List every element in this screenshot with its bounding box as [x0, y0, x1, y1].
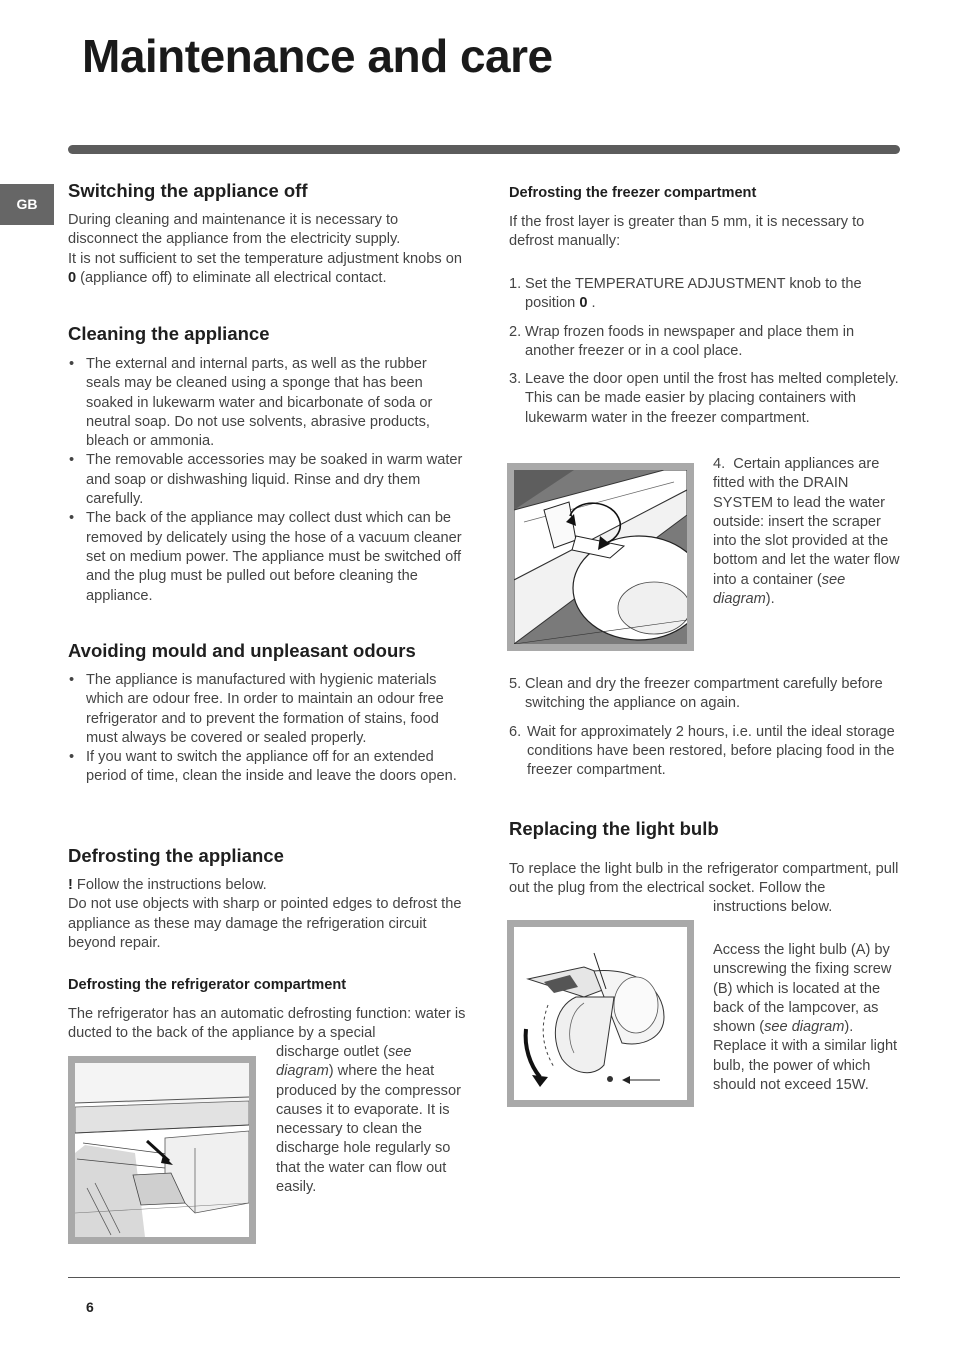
- language-tab: GB: [0, 184, 54, 225]
- step-text: Wrap frozen foods in newspaper and place them in another freezer or in a cool place.: [525, 323, 855, 359]
- side-text: discharge outlet (: [276, 1044, 388, 1060]
- step-text-end: ).: [765, 591, 775, 608]
- freezer-steps-1-3: [509, 275, 901, 437]
- warning-mark: !: [68, 877, 73, 893]
- step-number: 2.: [509, 323, 522, 340]
- list-item: • The appliance is manufactured with hygienic materials which are odour free. In order to maintain an odour free refrigerator and to prevent the formation of stains, food must always be covered or sealed properly.: [68, 671, 464, 748]
- fridge-defrost-intro: The refrigerator has an automatic defrosting function: water is ducted to the back of the appliance by a special: [68, 1006, 466, 1042]
- side-italic: see diagram: [764, 1019, 845, 1036]
- defrosting-heading: Defrosting the appliance: [68, 845, 284, 866]
- step-bold: 0: [579, 295, 588, 312]
- step-number: 3.: [509, 371, 522, 388]
- step-text: Clean and dry the freezer compartment carefully before switching the appliance on again.: [525, 676, 883, 712]
- switching-off-text: [68, 211, 464, 288]
- list-item: [509, 275, 901, 314]
- freezer-defrost-heading: Defrosting the freezer compartment: [509, 185, 757, 201]
- light-bulb-intro: To replace the light bulb in the refrigerator compartment, pull out the plug from the electrical socket. Follow the: [509, 861, 899, 897]
- step-text: Set the TEMPERATURE ADJUSTMENT knob to the position: [525, 276, 862, 312]
- list-item: [509, 675, 901, 714]
- step-text: Certain appliances are fitted with the DRAIN SYSTEM to lead the water outside: insert the scraper into the slot provided at the bottom and let the water flow into a container (: [713, 456, 900, 588]
- side-italic: see diagram: [276, 1044, 412, 1080]
- step-number: 1.: [509, 276, 522, 292]
- cleaning-list: [68, 355, 464, 606]
- mould-list: [68, 671, 464, 787]
- light-bulb-intro-tail: instructions below.: [713, 899, 833, 915]
- warning-text: Follow the instructions below.: [72, 877, 267, 893]
- switching-off-heading: Switching the appliance off: [68, 180, 308, 201]
- step-text: Leave the door open until the frost has melted completely. This can be made easier by placing containers with lukewarm water in the freezer compartment.: [525, 371, 899, 426]
- list-item: [509, 370, 901, 428]
- list-item: [509, 723, 901, 781]
- step-italic: see diagram: [713, 571, 846, 608]
- list-item: • If you want to switch the appliance off for an extended period of time, clean the inside and leave the doors open.: [68, 748, 464, 787]
- page-title: Maintenance and care: [82, 30, 553, 82]
- defrosting-text: [68, 876, 464, 953]
- side-text-end: ) where the heat produced by the compressor causes it to evaporate. It is necessary to clean the discharge hole regularly so that the water can flow out easily.: [276, 1063, 461, 1196]
- step-number: 5.: [509, 676, 522, 692]
- step-text-end: .: [587, 295, 596, 312]
- page-number: 6: [86, 1299, 94, 1315]
- list-item: • The removable accessories may be soaked in warm water and soap or dishwashing liquid. Rinse and dry them carefully.: [68, 451, 464, 509]
- defrost-warning: [68, 876, 464, 895]
- step-number: 4.: [713, 456, 726, 472]
- p2-text: It is not sufficient to set the temperature adjustment knobs on: [68, 250, 462, 267]
- side-text: Access the light bulb (A) by unscrewing the fixing screw (B) which is located at the back of the lampcover, as shown (: [713, 942, 892, 1036]
- defrost-p2: Do not use objects with sharp or pointed edges to defrost the appliance as these may damage the refrigeration circuit beyond repair.: [68, 896, 462, 951]
- list-item: [509, 323, 901, 362]
- step-text: Wait for approximately 2 hours, i.e. until the ideal storage conditions have been restored, before placing food in the freezer compartment.: [527, 723, 895, 779]
- light-bulb-diagram: [507, 920, 694, 1107]
- list-item: • The external and internal parts, as well as the rubber seals may be cleaned using a sponge that has been soaked in lukewarm water and bicarbonate of soda or neutral soap. Do not use solvents, abrasive products, bleach or ammonia.: [68, 355, 464, 451]
- freezer-step-4: [713, 455, 903, 609]
- p2-text-end: (appliance off) to eliminate all electrical contact.: [76, 269, 387, 286]
- light-bulb-side: [713, 941, 905, 1095]
- switching-off-p2: [68, 250, 464, 289]
- light-bulb-heading: Replacing the light bulb: [509, 818, 719, 839]
- freezer-steps-5-6: [509, 675, 901, 789]
- freezer-drain-diagram: [507, 463, 694, 651]
- side-text-end: ). Replace it with a similar light bulb, the power of which should not exceed 15W.: [713, 1019, 898, 1094]
- fridge-defrost-heading: Defrosting the refrigerator compartment: [68, 977, 347, 993]
- footer-divider: [68, 1277, 900, 1278]
- mould-heading: Avoiding mould and unpleasant odours: [68, 640, 416, 661]
- fridge-discharge-diagram: [68, 1056, 256, 1244]
- list-item: • The back of the appliance may collect dust which can be removed by delicately using the hose of a vacuum cleaner set on medium power. The appliance must be switched off and the plug must be pulled out before cleaning the appliance.: [68, 509, 464, 605]
- title-divider: [68, 145, 900, 154]
- freezer-defrost-intro: If the frost layer is greater than 5 mm, it is necessary to defrost manually:: [509, 214, 865, 250]
- step-number: 6.: [509, 723, 522, 740]
- switching-off-p1: During cleaning and maintenance it is necessary to disconnect the appliance from the electricity supply.: [68, 212, 401, 248]
- fridge-defrost-side: [276, 1043, 466, 1197]
- p2-bold: 0: [68, 269, 77, 286]
- cleaning-heading: Cleaning the appliance: [68, 323, 270, 344]
